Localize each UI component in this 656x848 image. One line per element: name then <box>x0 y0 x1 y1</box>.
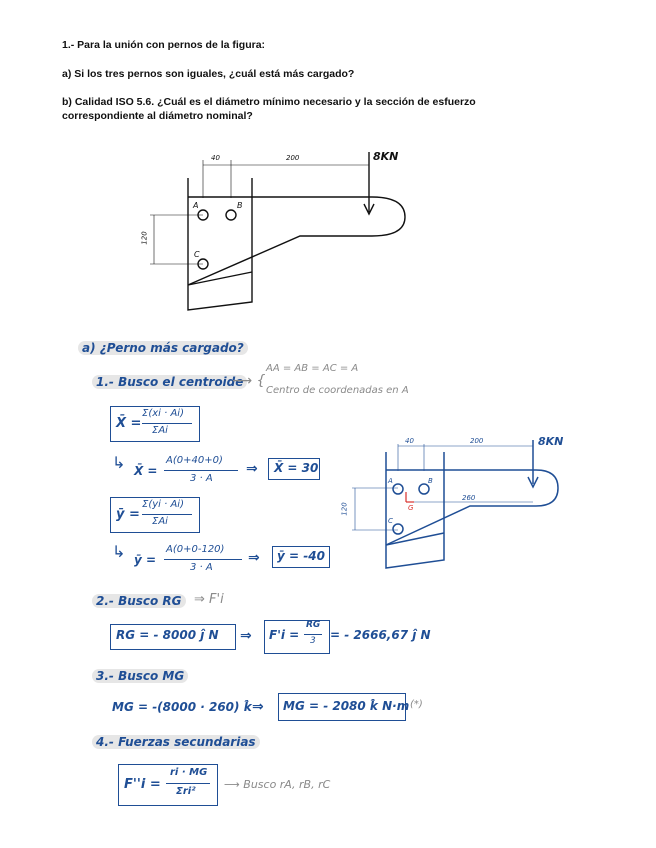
rg-value: RG = - 8000 ĵ N <box>116 628 219 642</box>
ybar-calc-den: 3 · A <box>190 562 213 573</box>
ybar-implies: ⇒ <box>248 550 260 566</box>
problem-title: 1.- Para la unión con pernos de la figura: <box>62 39 266 51</box>
mg-calc: MG = -(8000 · 260) k̂ <box>112 700 252 714</box>
step1-title: 1.- Busco el centroide <box>92 375 247 389</box>
xbar-calc-den: 3 · A <box>190 473 213 484</box>
fig2-centroid-g: G <box>408 504 414 512</box>
ybar-calc-arrow: ↳ <box>112 542 126 561</box>
xbar-result: X̄ = 30 <box>274 461 319 475</box>
xbar-formula-num: Σ(xi · Ai) <box>142 408 184 419</box>
fi-num: RG <box>306 620 321 630</box>
mg-implies: ⇒ <box>252 699 264 715</box>
xbar-implies: ⇒ <box>246 461 258 477</box>
xbar-formula-lhs: X̄ = <box>116 416 142 431</box>
fig1-bolt-c: C <box>194 250 200 259</box>
step3-title: 3.- Busco MG <box>92 669 188 683</box>
rg-implies: ⇒ <box>240 628 252 644</box>
step1-arrow: ⟶ { <box>232 373 266 389</box>
fig1-bolt-a: A <box>193 201 199 210</box>
problem-part-a: a) Si los tres pernos son iguales, ¿cuál está más cargado? <box>62 68 355 80</box>
step4-title: 4.- Fuerzas secundarias <box>92 735 260 749</box>
ybar-formula-den: ΣAi <box>152 516 168 527</box>
fi-den: 3 <box>310 636 316 646</box>
fi-rhs: = - 2666,67 ĵ N <box>330 628 431 642</box>
fig1-dim-200: 200 <box>286 154 300 162</box>
fsec-note: ⟶ Busco rA, rB, rC <box>224 778 331 791</box>
fsec-den: Σri² <box>176 786 196 797</box>
step1-note1: AA = AB = AC = A <box>266 363 359 374</box>
fig1-dim-40: 40 <box>211 154 220 162</box>
fig2-load-label: 8KN <box>538 435 564 448</box>
ybar-formula-num: Σ(yi · Ai) <box>142 499 184 510</box>
xbar-calc-num: A(0+40+0) <box>166 455 223 466</box>
xbar-calc-arrow: ↳ <box>112 453 126 472</box>
fsec-num: ri · MG <box>170 767 208 778</box>
mg-result: MG = - 2080 k̂ N·m <box>283 699 410 713</box>
fig2-dim-40: 40 <box>405 437 414 445</box>
step1-note2: Centro de coordenadas en A <box>266 385 409 396</box>
fig2-bolt-c: C <box>388 517 393 525</box>
fig1-load-label: 8KN <box>373 150 399 163</box>
fig2-dim-200: 200 <box>470 437 484 445</box>
solution-heading: a) ¿Perno más cargado? <box>78 341 248 355</box>
fig2-bolt-b: B <box>428 477 433 485</box>
fig1-dim-120: 120 <box>140 231 149 245</box>
fig1-bolt-b: B <box>237 201 243 210</box>
fi-lhs: F'i = <box>269 628 300 642</box>
step2-title: 2.- Busco RG <box>92 594 186 608</box>
ybar-calc-num: A(0+0-120) <box>166 544 225 555</box>
ybar-calc-lhs: ȳ = <box>134 553 157 567</box>
problem-part-b: b) Calidad ISO 5.6. ¿Cuál es el diámetro mínimo necesario y la sección de esfuerzo correspondiente al diámetro nominal? <box>62 96 476 122</box>
ybar-result: ȳ = -40 <box>277 549 325 563</box>
xbar-formula-den: ΣAi <box>152 425 168 436</box>
ybar-formula-lhs: ȳ = <box>116 507 140 522</box>
xbar-calc-lhs: X̄ = <box>134 464 158 478</box>
step2-hint: ⇒ F'i <box>194 592 224 607</box>
mg-note: (*) <box>410 699 423 710</box>
fig2-dim-260: 260 <box>462 494 476 502</box>
fig2-bolt-a: A <box>388 477 393 485</box>
fig2-dim-120: 120 <box>340 502 349 516</box>
fsec-lhs: F''i = <box>124 777 161 792</box>
